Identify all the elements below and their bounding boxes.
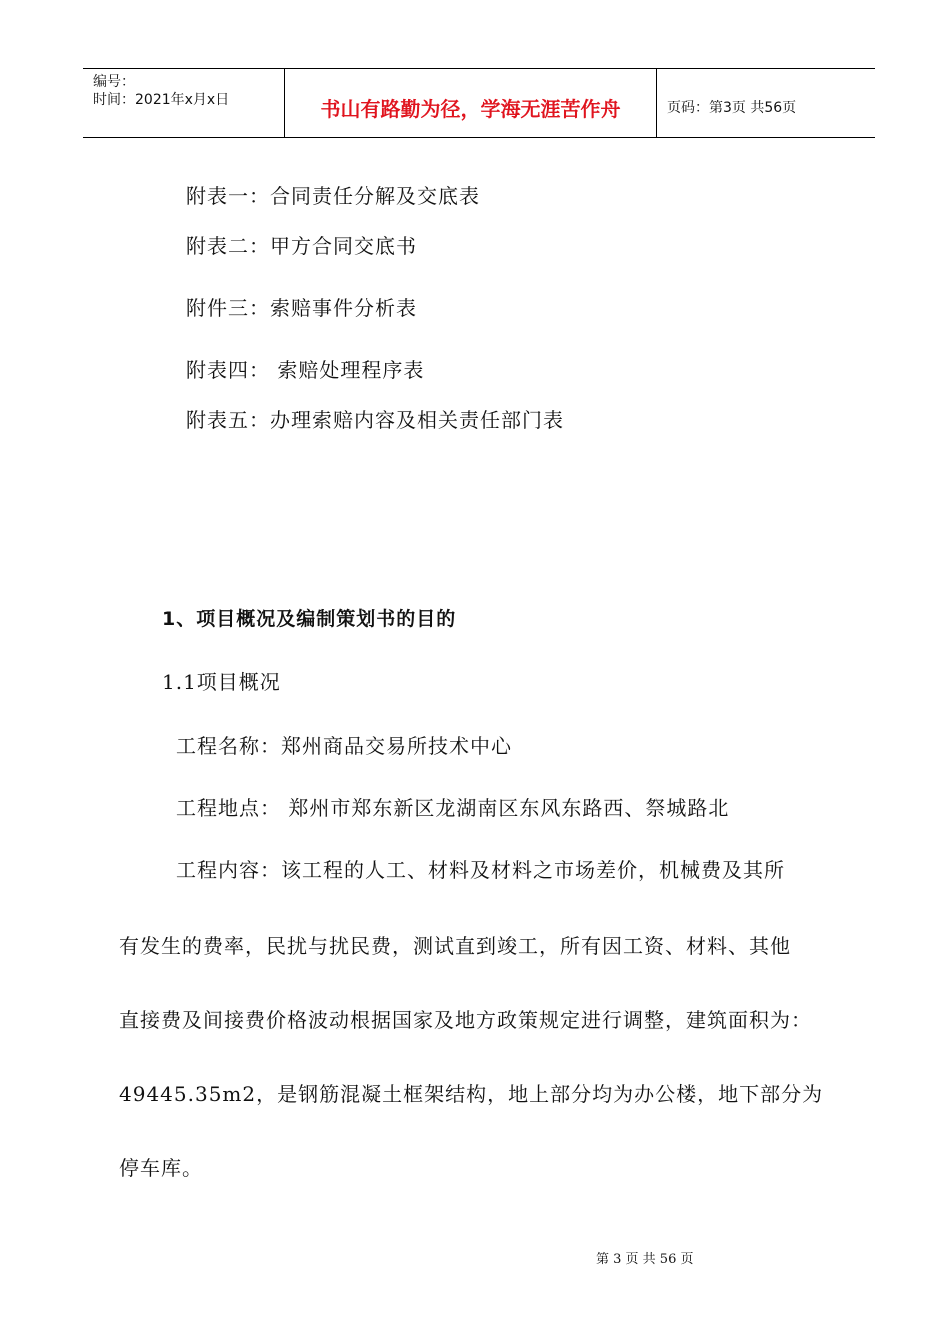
content-line-3: 直接费及间接费价格波动根据国家及地方政策规定进行调整，建筑面积为： (119, 1008, 812, 1032)
content-line-5: 停车库。 (119, 1156, 203, 1180)
attachment-3: 附件三：索赔事件分析表 (186, 296, 417, 320)
header-motto: 书山有路勤为径，学海无涯苦作舟 (285, 69, 657, 137)
page-header (83, 68, 875, 138)
page-footer: 第 3 页 共 56 页 (596, 1252, 694, 1267)
content-line-2: 有发生的费率，民扰与扰民费，测试直到竣工，所有因工资、材料、其他 (119, 934, 791, 958)
project-location: 工程地点： 郑州市郑东新区龙湖南区东风东路西、祭城路北 (176, 796, 730, 820)
header-meta (83, 69, 285, 137)
attachment-1: 附表一：合同责任分解及交底表 (186, 184, 480, 208)
project-name: 工程名称：郑州商品交易所技术中心 (176, 734, 512, 758)
header-page-info: 页码：第3页 共56页 (667, 100, 797, 116)
attachment-5: 附表五：办理索赔内容及相关责任部门表 (186, 408, 564, 432)
section-subheading: 1.1项目概况 (162, 670, 281, 694)
date-label: 时间：2021年x月x日 (93, 92, 230, 108)
content-line-4: 49445.35m2，是钢筋混凝土框架结构，地上部分均为办公楼，地下部分为 (119, 1082, 824, 1106)
number-label: 编号： (93, 74, 135, 90)
section-heading: 1、项目概况及编制策划书的目的 (162, 608, 457, 630)
content-line-1: 工程内容：该工程的人工、材料及材料之市场差价，机械费及其所 (176, 858, 785, 882)
attachment-4: 附表四： 索赔处理程序表 (186, 358, 425, 382)
attachment-2: 附表二：甲方合同交底书 (186, 234, 417, 258)
